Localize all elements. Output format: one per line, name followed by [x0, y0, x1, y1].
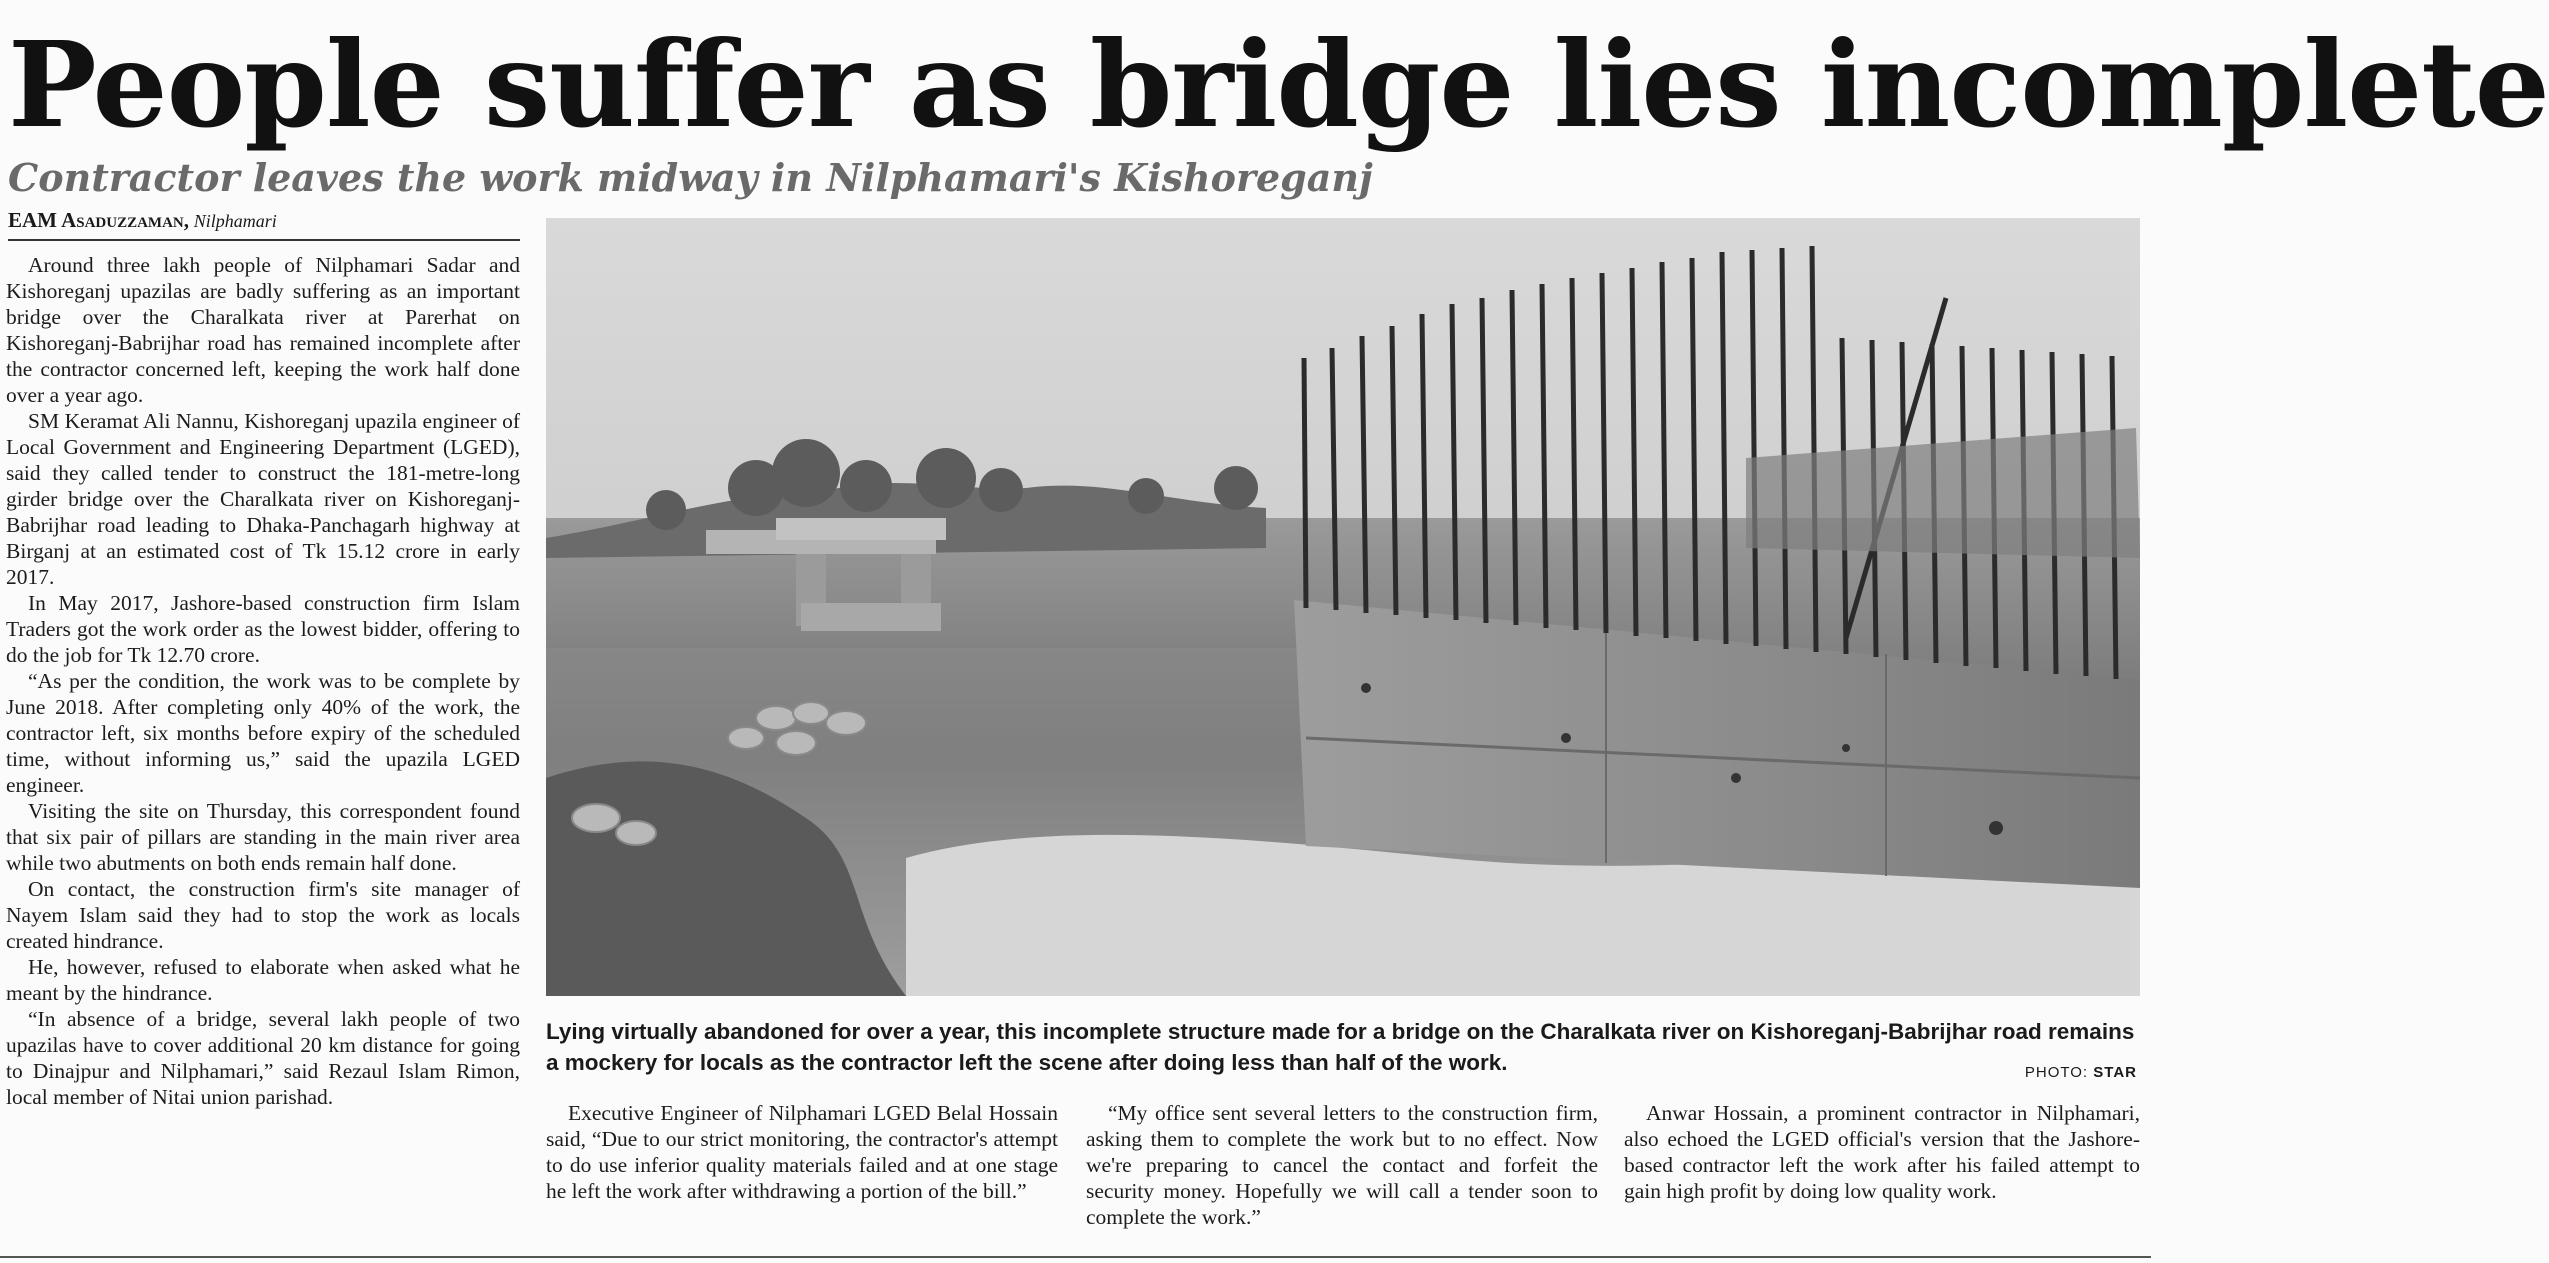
paragraph: SM Keramat Ali Nannu, Kishoreganj upazila engineer of Local Government and Engineering Department (LGED), said they called tender to construct the 181-metre-long girder bridge over the Charalkata river on Kishoreganj-Babrijhar road leading to Dhaka-Panchagarh highway at Birganj at an estimated cost of Tk 15.12 crore in early 2017.	[6, 409, 520, 589]
byline	[8, 206, 520, 241]
paragraph: “In absence of a bridge, several lakh people of two upazilas have to cover additional 20 km distance for going to Dinajpur and Nilphamari,” said Rezaul Islam Rimon, local member of Nitai union parishad.	[6, 1007, 520, 1109]
paragraph: He, however, refused to elaborate when asked what he meant by the hindrance.	[6, 955, 520, 1005]
paragraph: Around three lakh people of Nilphamari Sadar and Kishoreganj upazilas are badly suffering as an important bridge over the Charalkata river at Parerhat on Kishoreganj-Babrijhar road has remained incomplete after the contractor concerned left, keeping the work half done over a year ago.	[6, 253, 520, 407]
article-column-3	[1086, 1100, 1598, 1230]
bridge-photo	[546, 218, 2140, 996]
byline-location: Nilphamari	[193, 211, 277, 231]
photo-credit-label: PHOTO:	[2024, 1064, 2089, 1081]
paragraph: Visiting the site on Thursday, this correspondent found that six pair of pillars are standing in the main river area while two abutments on both ends remain half done.	[6, 799, 520, 875]
headline: People suffer as bridge lies incomplete	[8, 15, 2549, 154]
bottom-divider	[0, 1256, 2151, 1258]
photo-credit-source: STAR	[2093, 1064, 2137, 1081]
article-column-1	[6, 252, 520, 1110]
paragraph: “My office sent several letters to the construction firm, asking them to complete the work but to no effect. Now we're preparing to cancel the contact and forfeit the security money. Hopefully we will call a tender soon to complete the work.”	[1086, 1101, 1598, 1229]
photo-caption: Lying virtually abandoned for over a year, this incomplete structure made for a bridge on the Charalkata river on Kishoreganj-Babrijhar road remains a mockery for locals as the contractor left the scene after doing less than half of the work.	[546, 1019, 2135, 1075]
photo-credit	[2025, 1064, 2137, 1081]
byline-author: EAM Asaduzzaman,	[8, 208, 190, 232]
article-column-4	[1624, 1100, 2140, 1204]
paragraph: In May 2017, Jashore-based construction firm Islam Traders got the work order as the lowest bidder, offering to do the job for Tk 12.70 crore.	[6, 591, 520, 667]
article-column-2	[546, 1100, 1058, 1204]
paragraph: Executive Engineer of Nilphamari LGED Belal Hossain said, “Due to our strict monitoring, the contractor's attempt to do use inferior quality materials failed and at one stage he left the work after withdrawing a portion of the bill.”	[546, 1101, 1058, 1203]
paragraph: Anwar Hossain, a prominent contractor in Nilphamari, also echoed the LGED official's version that the Jashore-based contractor left the work after his failed attempt to gain high profit by doing low quality work.	[1624, 1101, 2140, 1203]
bridge-photo-illustration	[546, 218, 2140, 996]
subheadline: Contractor leaves the work midway in Nilphamari's Kishoreganj	[8, 155, 1373, 200]
paragraph: “As per the condition, the work was to be complete by June 2018. After completing only 40% of the work, the contractor left, six months before expiry of the scheduled time, without informing us,” said the upazila LGED engineer.	[6, 669, 520, 797]
paragraph: On contact, the construction firm's site manager of Nayem Islam said they had to stop the work as locals created hindrance.	[6, 877, 520, 953]
